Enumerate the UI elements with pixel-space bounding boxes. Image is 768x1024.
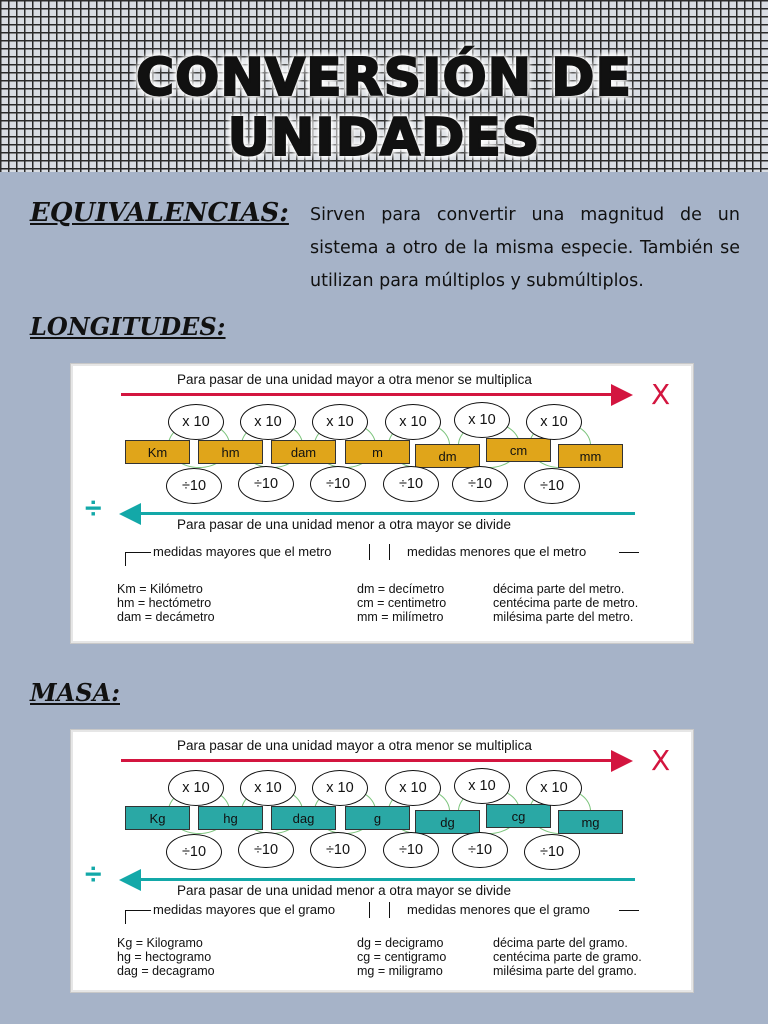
multiply-by-ten-badge: x 10 bbox=[240, 770, 296, 806]
smaller-units-label: medidas menores que el metro bbox=[407, 544, 587, 559]
range-divider-mid-right bbox=[389, 902, 390, 918]
divide-by-ten-badge: ÷10 bbox=[452, 466, 508, 502]
divide-by-ten-badge: ÷10 bbox=[524, 834, 580, 870]
multiply-by-ten-badge: x 10 bbox=[454, 402, 510, 438]
masa-diagram bbox=[71, 730, 693, 992]
range-divider-mid-left bbox=[369, 902, 370, 918]
multiply-symbol: X bbox=[651, 744, 671, 777]
unit-box: mg bbox=[558, 810, 623, 834]
unit-box: hg bbox=[198, 806, 263, 830]
larger-units-label: medidas mayores que el gramo bbox=[153, 902, 336, 917]
divide-arrow-line bbox=[139, 512, 635, 515]
unit-box: Kg bbox=[125, 806, 190, 830]
legend-item: décima parte del gramo. bbox=[493, 936, 628, 950]
divide-instruction: Para pasar de una unidad menor a otra mayor se divide bbox=[177, 883, 511, 898]
unit-box: Km bbox=[125, 440, 190, 464]
longitudes-diagram bbox=[71, 364, 693, 643]
legend-item: milésima parte del gramo. bbox=[493, 964, 637, 978]
divide-by-ten-badge: ÷10 bbox=[524, 468, 580, 504]
multiply-by-ten-badge: x 10 bbox=[168, 770, 224, 806]
divide-arrow-head bbox=[119, 503, 141, 525]
divide-arrow-head bbox=[119, 869, 141, 891]
divide-symbol: ÷ bbox=[85, 492, 102, 525]
divide-by-ten-badge: ÷10 bbox=[452, 832, 508, 868]
legend-item: dag = decagramo bbox=[117, 964, 215, 978]
legend-item: cm = centimetro bbox=[357, 596, 447, 610]
divide-symbol: ÷ bbox=[85, 858, 102, 891]
multiply-arrow-head bbox=[611, 384, 633, 406]
unit-box: mm bbox=[558, 444, 623, 468]
legend-item: hg = hectogramo bbox=[117, 950, 212, 964]
legend-item: Km = Kilómetro bbox=[117, 582, 203, 596]
divide-by-ten-badge: ÷10 bbox=[383, 832, 439, 868]
multiply-instruction: Para pasar de una unidad mayor a otra menor se multiplica bbox=[177, 372, 532, 387]
multiply-symbol: X bbox=[651, 378, 671, 411]
multiply-by-ten-badge: x 10 bbox=[454, 768, 510, 804]
unit-box: cg bbox=[486, 804, 551, 828]
longitudes-heading: LONGITUDES: bbox=[30, 312, 226, 341]
multiply-by-ten-badge: x 10 bbox=[312, 404, 368, 440]
unit-box: dag bbox=[271, 806, 336, 830]
multiply-by-ten-badge: x 10 bbox=[168, 404, 224, 440]
legend-item: cg = centigramo bbox=[357, 950, 447, 964]
smaller-units-label: medidas menores que el gramo bbox=[407, 902, 590, 917]
divide-by-ten-badge: ÷10 bbox=[310, 832, 366, 868]
divide-by-ten-badge: ÷10 bbox=[238, 466, 294, 502]
range-divider-mid-left bbox=[369, 544, 370, 560]
multiply-by-ten-badge: x 10 bbox=[385, 770, 441, 806]
multiply-by-ten-badge: x 10 bbox=[240, 404, 296, 440]
legend-item: milésima parte del metro. bbox=[493, 610, 634, 624]
legend-item: dm = decímetro bbox=[357, 582, 445, 596]
multiply-arrow-head bbox=[611, 750, 633, 772]
larger-units-label: medidas mayores que el metro bbox=[153, 544, 332, 559]
legend-item: mg = miligramo bbox=[357, 964, 443, 978]
divide-instruction: Para pasar de una unidad menor a otra mayor se divide bbox=[177, 517, 511, 532]
divide-by-ten-badge: ÷10 bbox=[310, 466, 366, 502]
multiply-instruction: Para pasar de una unidad mayor a otra menor se multiplica bbox=[177, 738, 532, 753]
unit-box: hm bbox=[198, 440, 263, 464]
legend-item: décima parte del metro. bbox=[493, 582, 625, 596]
unit-box: cm bbox=[486, 438, 551, 462]
page-title: CONVERSIÓN DE UNIDADES bbox=[135, 48, 632, 168]
multiply-by-ten-badge: x 10 bbox=[385, 404, 441, 440]
legend-item: dg = decigramo bbox=[357, 936, 444, 950]
unit-box: dam bbox=[271, 440, 336, 464]
multiply-by-ten-badge: x 10 bbox=[526, 404, 582, 440]
range-divider-left bbox=[125, 552, 151, 553]
multiply-by-ten-badge: x 10 bbox=[312, 770, 368, 806]
legend-item: Kg = Kilogramo bbox=[117, 936, 203, 950]
divide-by-ten-badge: ÷10 bbox=[383, 466, 439, 502]
divide-by-ten-badge: ÷10 bbox=[166, 834, 222, 870]
divide-by-ten-badge: ÷10 bbox=[166, 468, 222, 504]
unit-box: dm bbox=[415, 444, 480, 468]
divide-by-ten-badge: ÷10 bbox=[238, 832, 294, 868]
legend-item: hm = hectómetro bbox=[117, 596, 212, 610]
legend-item: centécima parte de gramo. bbox=[493, 950, 642, 964]
equivalencias-text: Sirven para convertir una magnitud de un sistema a otro de la misma especie. También se utilizan para múltiplos y submúltiplos. bbox=[310, 205, 740, 291]
divide-arrow-line bbox=[139, 878, 635, 881]
unit-box: g bbox=[345, 806, 410, 830]
range-divider-left bbox=[125, 910, 151, 911]
legend-item: dam = decámetro bbox=[117, 610, 215, 624]
masa-heading: MASA: bbox=[30, 678, 120, 707]
equivalencias-heading: EQUIVALENCIAS: bbox=[30, 198, 289, 228]
range-divider-right bbox=[619, 552, 639, 553]
legend-item: mm = milímetro bbox=[357, 610, 444, 624]
range-divider-right bbox=[619, 910, 639, 911]
range-divider-tick bbox=[125, 552, 126, 566]
range-divider-mid-right bbox=[389, 544, 390, 560]
range-divider-tick bbox=[125, 910, 126, 924]
multiply-by-ten-badge: x 10 bbox=[526, 770, 582, 806]
unit-box: m bbox=[345, 440, 410, 464]
multiply-arrow-line bbox=[121, 759, 613, 762]
legend-item: centécima parte de metro. bbox=[493, 596, 639, 610]
unit-box: dg bbox=[415, 810, 480, 834]
multiply-arrow-line bbox=[121, 393, 613, 396]
